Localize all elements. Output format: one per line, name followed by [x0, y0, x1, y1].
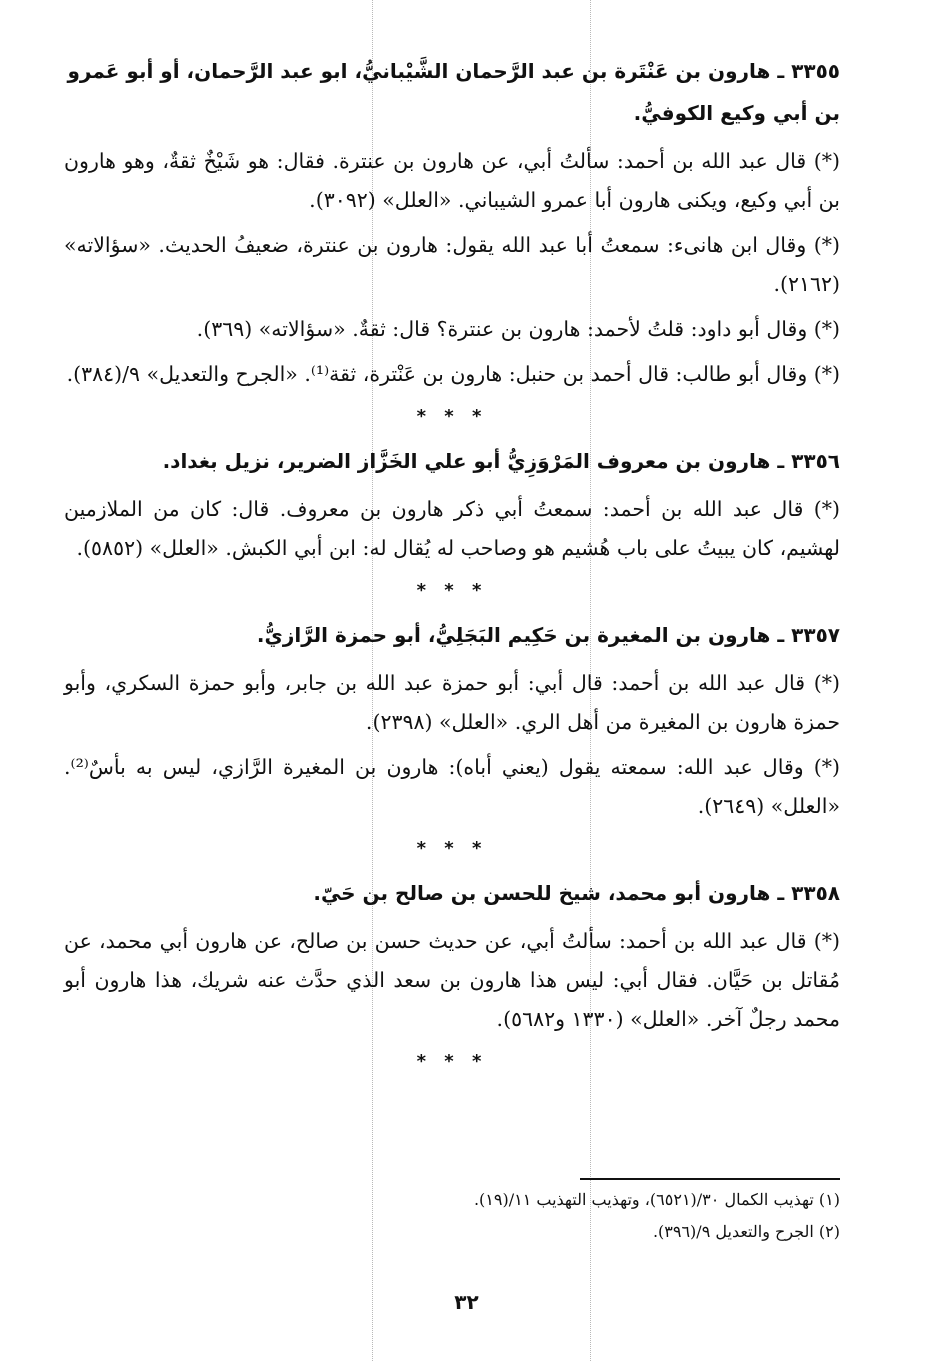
- section-separator: * * *: [416, 406, 488, 427]
- entry-paragraph: (*) قال عبد الله بن أحمد: سألتُ أبي، عن حديث حسن بن صالح، عن هارون أبي محمد، عن مُقاتل بن حَيَّان. فقال أبي: ليس هذا هارون بن سعد الذي حدَّث عنه شريك، هذا هارون أبو محمد رجلٌ آخر. «العلل» (١٣٣٠ و٥٦٨٢).: [64, 929, 840, 1031]
- entry-3355: [64, 50, 840, 394]
- entry-3356: [64, 440, 840, 568]
- entry-title: ٣٣٥٨ ـ هارون أبو محمد، شيخ للحسن بن صالح بن حَيّ.: [313, 881, 840, 905]
- section-separator: * * *: [416, 838, 488, 859]
- entry-paragraph: (*) قال عبد الله بن أحمد: سألتُ أبي، عن هارون بن عنترة. فقال: هو شَيْخٌ ثقةٌ، وهو هارون بن أبي وكيع، ويكنى هارون أبا عمرو الشيباني. «العلل» (٣٠٩٢).: [64, 149, 840, 212]
- footnotes: [64, 1178, 840, 1248]
- footnote-1: (١) تهذيب الكمال ٣٠/(٦٥٢١)، وتهذيب التهذيب ١١/(١٩).: [473, 1190, 840, 1209]
- entry-title: ٣٣٥٦ ـ هارون بن معروف المَرْوَزِيُّ أبو علي الخَزَّاز الضرير، نزيل بغداد.: [162, 449, 840, 473]
- footnote-divider: [580, 1178, 840, 1180]
- entry-paragraph: (*) وقال عبد الله: سمعته يقول (يعني أباه): هارون بن المغيرة الرَّازي، ليس به بأسٌ⁽²⁾. «العلل» (٢٦٤٩).: [64, 755, 840, 818]
- page-number: ٣٢: [454, 1290, 479, 1314]
- entry-title: ٣٣٥٧ ـ هارون بن المغيرة بن حَكِيم البَجَلِيُّ، أبو حمزة الرَّازيُّ.: [256, 623, 840, 647]
- entry-paragraph: (*) قال عبد الله بن أحمد: سمعتُ أبي ذكر هارون بن معروف. قال: كان من الملازمين لهشيم، كان يبيتُ على باب هُشيم هو وصاحب له يُقال له: ابن أبي الكبش. «العلل» (٥٨٥٢).: [64, 497, 840, 560]
- entry-paragraph: (*) قال عبد الله بن أحمد: قال أبي: أبو حمزة عبد الله بن جابر، وأبو حمزة السكري، وأبو حمزة هارون بن المغيرة من أهل الري. «العلل» (٢٣٩٨).: [64, 671, 840, 734]
- document-page: [64, 50, 840, 1085]
- entry-paragraph: (*) وقال أبو داود: قلتُ لأحمد: هارون بن عنترة؟ قال: ثقةٌ. «سؤالاته» (٣٦٩).: [196, 317, 840, 341]
- entry-3358: [64, 872, 840, 1039]
- entry-title: ٣٣٥٥ ـ هارون بن عَنْتَرة بن عبد الرَّحمان الشَّيْبانيُّ، ابو عبد الرَّحمان، أو أبو عَمرو بن أبي وكيع الكوفيُّ.: [67, 59, 840, 125]
- entry-paragraph: (*) وقال ابن هانىء: سمعتُ أبا عبد الله يقول: هارون بن عنترة، ضعيفُ الحديث. «سؤالاته» (٢١٦٢).: [64, 233, 840, 296]
- footnote-2: (٢) الجرح والتعديل ٩/(٣٩٦).: [652, 1222, 840, 1241]
- section-separator: * * *: [416, 1051, 488, 1072]
- section-separator: * * *: [416, 580, 488, 601]
- entry-paragraph: (*) وقال أبو طالب: قال أحمد بن حنبل: هارون بن عَنْترة، ثقة⁽¹⁾. «الجرح والتعديل» ٩/(٣٨٤).: [66, 362, 840, 386]
- entry-3357: [64, 614, 840, 826]
